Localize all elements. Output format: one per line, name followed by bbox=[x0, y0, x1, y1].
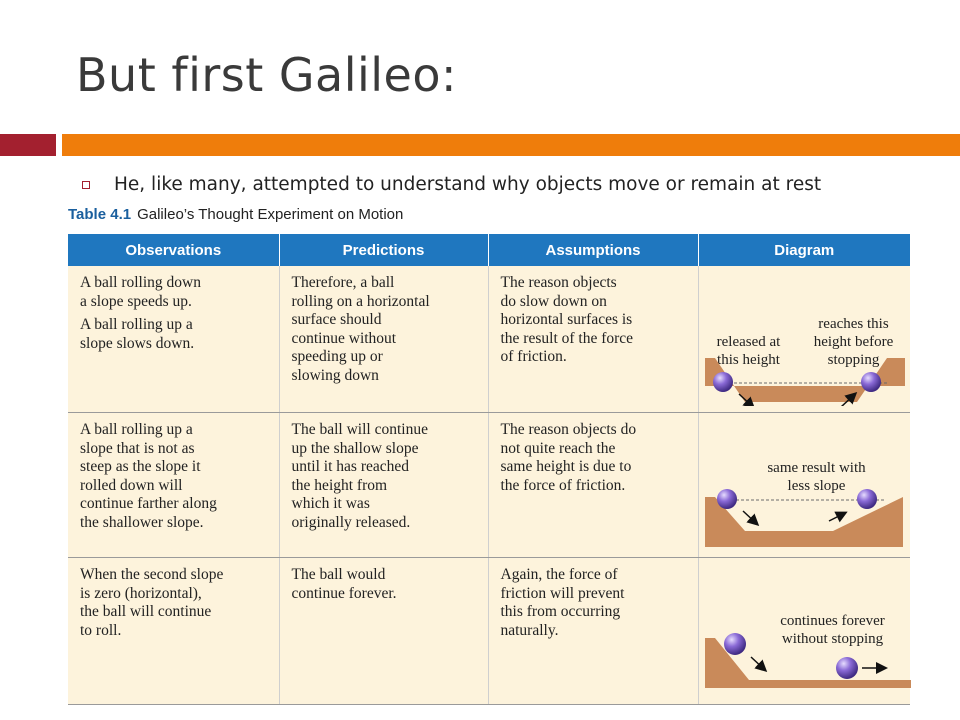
ball-icon bbox=[724, 633, 746, 655]
diagram-horizontal bbox=[699, 558, 911, 704]
observation-text: When the second slope is zero (horizontal), the ball will continue to roll. bbox=[80, 566, 224, 639]
diagram-cell bbox=[698, 266, 910, 413]
header-observations: Observations bbox=[68, 234, 279, 266]
table-caption-number: Table 4.1 bbox=[68, 206, 132, 223]
diagram-steep-slopes-drawing bbox=[699, 266, 911, 406]
prediction-text: Therefore, a ball rolling on a horizontal surface should continue without speeding up or slowing down bbox=[291, 274, 430, 384]
diagram-cell bbox=[698, 558, 910, 705]
table-row bbox=[68, 266, 910, 413]
galileo-table bbox=[68, 234, 910, 705]
assumption-text: The reason objects do not quite reach the same height is due to the force of friction. bbox=[500, 421, 637, 494]
observation-text: A ball rolling down a slope speeds up. bbox=[80, 274, 201, 310]
table-header-row bbox=[68, 234, 910, 266]
diagram-label-released: released at this height bbox=[716, 334, 781, 368]
ball-icon bbox=[861, 372, 881, 392]
title-divider-accent-orange bbox=[62, 134, 960, 156]
ball-icon bbox=[836, 657, 858, 679]
diagram-less-slope-drawing bbox=[699, 413, 911, 551]
diagram-less-slope bbox=[699, 413, 911, 557]
assumption-text: The reason objects do slow down on horizontal surfaces is the result of the force of friction. bbox=[500, 274, 634, 365]
table-row bbox=[68, 413, 910, 558]
table-row bbox=[68, 558, 910, 705]
square-bullet-icon bbox=[82, 181, 90, 189]
prediction-text: The ball will continue up the shallow slope until it has reached the height from which it was originally released. bbox=[291, 421, 428, 531]
diagram-label-reaches: reaches this height before stopping bbox=[813, 316, 894, 368]
observations-cell bbox=[68, 266, 279, 413]
assumption-text: Again, the force of friction will prevent this from occurring naturally. bbox=[500, 566, 625, 639]
arrow-up-icon bbox=[829, 513, 845, 521]
diagram-label-forever: continues forever without stopping bbox=[780, 613, 885, 647]
observation-text: A ball rolling up a slope that is not as steep as the slope it rolled down will continue farther along the shallower slope. bbox=[80, 421, 217, 531]
arrow-down-icon bbox=[751, 657, 765, 670]
diagram-steep-slopes bbox=[699, 266, 911, 412]
assumptions-cell bbox=[488, 558, 698, 705]
header-diagram: Diagram bbox=[698, 234, 910, 266]
diagram-label-less-slope: same result with less slope bbox=[767, 460, 866, 494]
predictions-cell bbox=[279, 266, 488, 413]
slide-title: But first Galileo: bbox=[76, 48, 457, 102]
header-assumptions: Assumptions bbox=[488, 234, 698, 266]
assumptions-cell bbox=[488, 266, 698, 413]
assumptions-cell bbox=[488, 413, 698, 558]
bullet-text: He, like many, attempted to understand why objects move or remain at rest bbox=[114, 174, 822, 195]
ball-icon bbox=[857, 489, 877, 509]
title-divider-accent-red bbox=[0, 134, 56, 156]
observations-cell bbox=[68, 558, 279, 705]
table-caption-title: Galileo’s Thought Experiment on Motion bbox=[137, 206, 404, 223]
observation-text: A ball rolling up a slope slows down. bbox=[80, 316, 195, 352]
observations-cell bbox=[68, 413, 279, 558]
diagram-horizontal-drawing bbox=[699, 558, 911, 698]
header-predictions: Predictions bbox=[279, 234, 488, 266]
predictions-cell bbox=[279, 413, 488, 558]
table-caption bbox=[68, 206, 403, 223]
predictions-cell bbox=[279, 558, 488, 705]
arrow-down-icon bbox=[743, 511, 757, 524]
ball-icon bbox=[717, 489, 737, 509]
prediction-text: The ball would continue forever. bbox=[291, 566, 397, 602]
diagram-cell bbox=[698, 413, 910, 558]
ball-icon bbox=[713, 372, 733, 392]
